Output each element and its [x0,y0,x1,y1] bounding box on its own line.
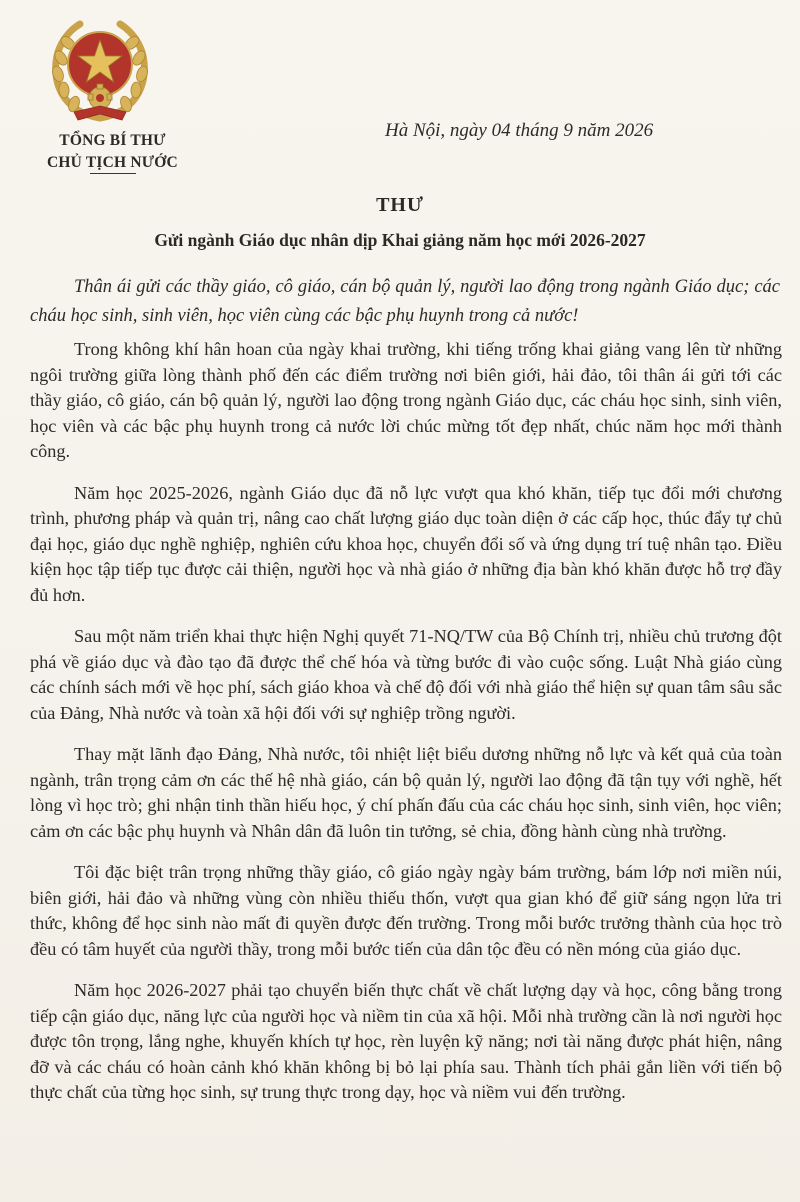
document-title: THƯ [376,194,424,216]
body-paragraph: Thay mặt lãnh đạo Đảng, Nhà nước, tôi nhiệt liệt biểu dương những nỗ lực và kết quả của toàn ngành, trân trọng cảm ơn các thế hệ nhà giáo, cán bộ quản lý, người lao động đã tận tụy với nghề, hết lòng vì học trò; ghi nhận tinh thần hiếu học, ý chí phấn đấu của các cháu học sinh, sinh viên, học viên; cảm ơn các bậc phụ huynh và Nhân dân đã luôn tin tưởng, sẻ chia, đồng hành cùng nhà trường. [30,744,782,841]
place-date: Hà Nội, ngày 04 tháng 9 năm 2026 [385,120,654,141]
body-paragraph: Sau một năm triển khai thực hiện Nghị quyết 71-NQ/TW của Bộ Chính trị, nhiều chủ trương đột phá về giáo dục và đào tạo đã được thể chế hóa và từng bước đi vào cuộc sống. Luật Nhà giáo cùng các chính sách mới về học phí, sách giáo khoa và chế độ đối với nhà giáo thể hiện sự quan tâm sâu sắc của Đảng, Nhà nước và toàn xã hội đối với sự nghiệp trồng người. [30,626,782,723]
body-paragraph: Năm học 2025-2026, ngành Giáo dục đã nỗ lực vượt qua khó khăn, tiếp tục đổi mới chương trình, phương pháp và quản trị, nâng cao chất lượng giáo dục toàn diện ở các cấp học, thúc đẩy tự chủ đại học, giáo dục nghề nghiệp, nghiên cứu khoa học, chuyển đổi số và ứng dụng trí tuệ nhân tạo. Điều kiện học tập tiếp tục được cải thiện, người học và nhà giáo ở những địa bàn khó khăn được hỗ trợ đầy đủ hơn. [30,482,782,605]
body-paragraph: Năm học 2026-2027 phải tạo chuyển biến thực chất về chất lượng dạy và học, công bằng trong tiếp cận giáo dục, năng lực của người học và niềm tin của xã hội. Mỗi nhà trường cần là nơi người học được tôn trọng, lắng nghe, khuyến khích tự học, rèn luyện kỹ năng; nơi tài năng được phát hiện, nâng đỡ và các cháu có hoàn cảnh khó khăn không bị bỏ lại phía sau. Thành tích phải gắn liền với tiến bộ thực chất của từng học sinh, sự trung thực trong dạy, học và niềm vui đến trường. [30,980,782,1102]
document-subtitle: Gửi ngành Giáo dục nhân dịp Khai giảng năm học mới 2026-2027 [154,230,646,250]
state-emblem-icon [44,14,156,126]
greeting-text: Thân ái gửi các thầy giáo, cô giáo, cán bộ quản lý, người lao động trong ngành Giáo dục; các cháu học sinh, sinh viên, học viên cùng các bậc phụ huynh trong cả nước! [30,277,780,326]
body-paragraph: Trong không khí hân hoan của ngày khai trường, khi tiếng trống khai giảng vang lên từ những ngôi trường giữa lòng thành phố đến các điểm trường nơi biên giới, hải đảo, tôi thân ái gửi tới các thầy giáo, cô giáo, cán bộ quản lý, người lao động trong ngành Giáo dục, các cháu học sinh, sinh viên, học viên và các bậc phụ huynh trong cả nước lời chúc mừng tốt đẹp nhất, chúc năm học mới thành công. [30,339,782,461]
issuer-block [40,130,185,174]
letter-body [30,337,782,1122]
issuer-title: TỔNG BÍ THƯ [59,132,166,149]
issuer-subtitle: CHỦ TỊCH NƯỚC [47,154,178,171]
body-paragraph: Tôi đặc biệt trân trọng những thầy giáo, cô giáo ngày ngày bám trường, bám lớp nơi miền núi, biên giới, hải đảo và những vùng còn nhiều thiếu thốn, vượt qua gian khó để giữ sáng ngọn lửa tri thức, không để học sinh nào mất đi quyền được đến trường. Trong mỗi bước trưởng thành của học trò đều có tâm huyết của người thầy, trong mỗi bước tiến của dân tộc đều có nền móng của giáo dục. [30,862,782,959]
